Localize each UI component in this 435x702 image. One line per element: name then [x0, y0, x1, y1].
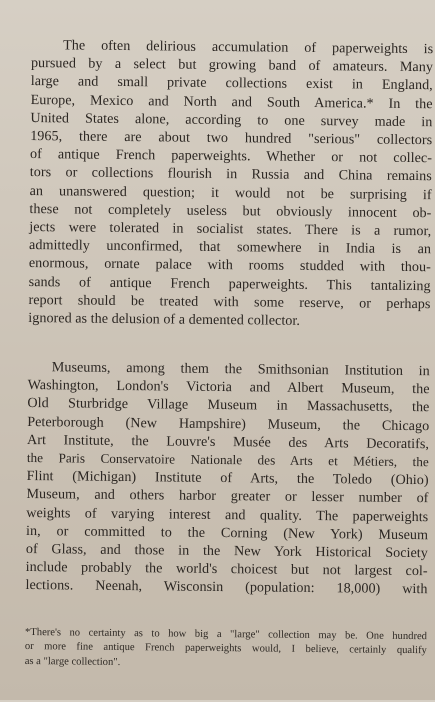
text-line: 1965, there are about two hundred "serious" collectors: [30, 128, 433, 149]
text-line: of antique French paperweights. Whether or not collec-: [29, 146, 433, 167]
footnote-line: or more fine antique French paperweights would, I believe, certainly qualify: [24, 641, 427, 657]
text-line: of Glass, and those in the New York Historical Society: [25, 541, 428, 562]
text-line: large and small private collections exist in England,: [30, 73, 433, 94]
text-line: sands of antique French paperweights. This tantalizing: [28, 273, 431, 294]
text-line: Old Sturbridge Village Museum in Massachusetts, the: [27, 395, 430, 416]
footnote-line: as a "large collection".: [24, 655, 121, 668]
text-line: Washington, London's Victoria and Albert Museum, the: [27, 377, 430, 398]
text-line: report should be treated with some reserve, or perhaps: [28, 291, 431, 313]
text-line: United States alone, according to one survey made in: [30, 109, 433, 131]
text-line: Museum, and others harbor greater or lesser number of: [26, 486, 429, 507]
paragraph-collections: [28, 36, 433, 331]
text-line: admittedly unconfirmed, that somewhere in India is an: [29, 237, 432, 258]
text-line: ignored as the delusion of a demented collector.: [28, 310, 301, 329]
text-line: an unanswered question; it would not be surprising if: [29, 182, 432, 203]
paragraph-museums: [25, 358, 429, 599]
text-line: The often delirious accumulation of paperweights is: [63, 37, 434, 58]
text-line: Art Institute, the Louvre's Musée des Arts Decoratifs,: [26, 431, 430, 453]
footnote-line: *There's no certainty as to how big a "large" collection may be. One hundred: [24, 627, 428, 643]
text-line: jects were tolerated in socialist states. There is a rumor,: [29, 219, 432, 240]
text-line: include probably the world's choicest but not largest col-: [25, 559, 428, 580]
text-line: enormous, ornate palace with rooms studded with thou-: [28, 255, 431, 276]
text-line: Museums, among them the Smithsonian Institution in: [51, 359, 430, 380]
text-line: tors or collections flourish in Russia and China remains: [29, 164, 432, 185]
text-line: Europe, Mexico and North and South America.* In the: [30, 91, 433, 112]
footnote: [25, 626, 427, 673]
text-line: Peterborough (New Hampshire) Museum, the Chicago: [27, 413, 430, 434]
text-line: in, or committed to the Corning (New York) Museum: [26, 522, 429, 544]
text-line: lections. Neenah, Wisconsin (population: 18,000) with: [25, 577, 428, 598]
text-line: these not completely useless but obviously innocent ob-: [29, 200, 432, 222]
text-line: weights of varying interest and quality. The paperweights: [26, 504, 429, 525]
text-line: pursued by a select but growing band of amateurs. Many: [30, 55, 434, 76]
text-line: Flint (Michigan) Institute of Arts, the Toledo (Ohio): [26, 468, 429, 489]
text-line: the Paris Conservatoire Nationale des Arts et Métiers, the: [26, 450, 429, 470]
